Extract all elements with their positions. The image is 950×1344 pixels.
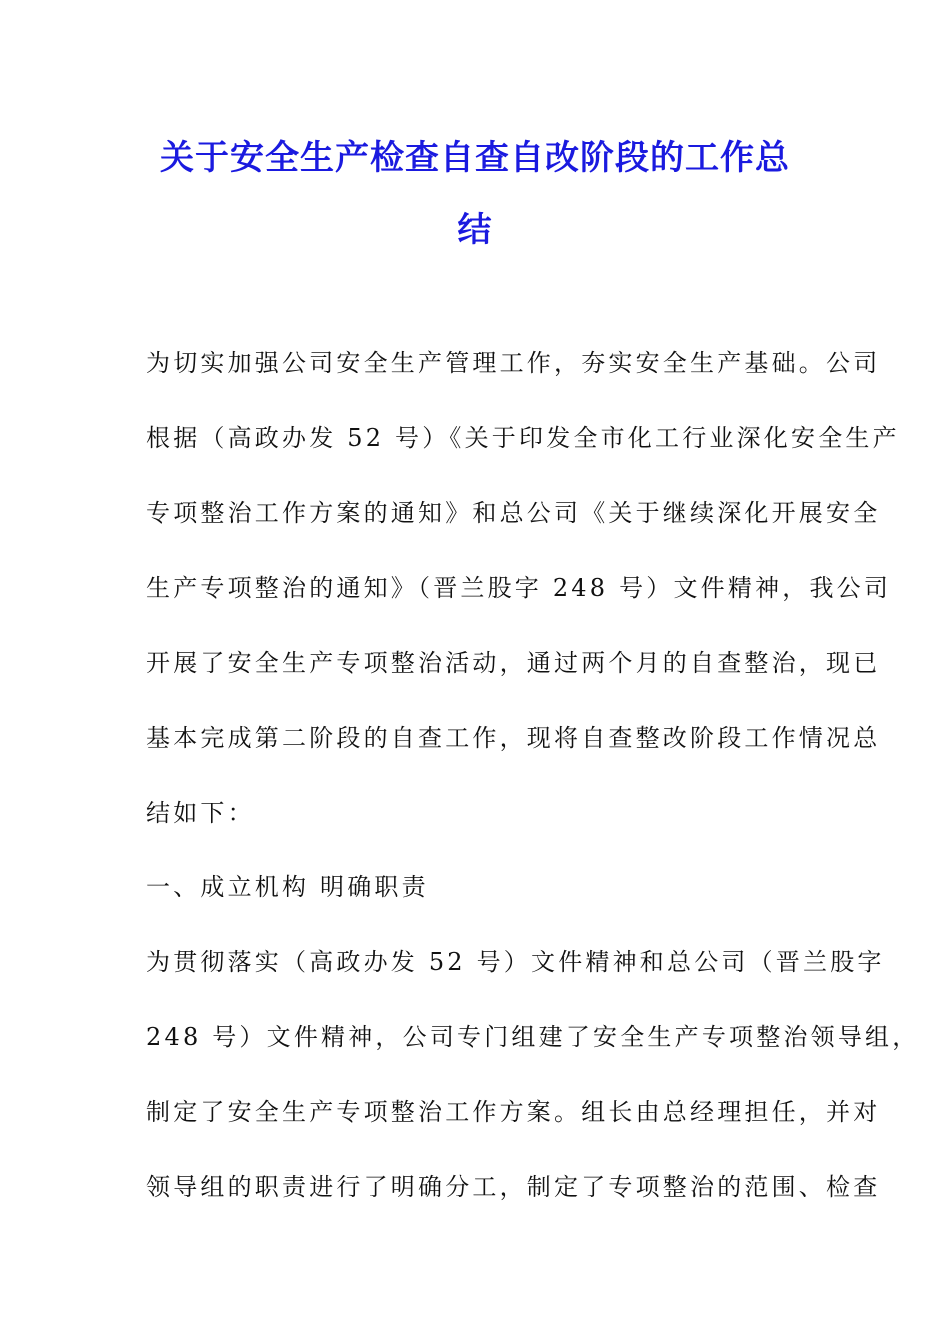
document-title-line-2: 结	[457, 210, 493, 250]
section-heading: 一、成立机构 明确职责	[146, 873, 429, 901]
body-line-4: 生产专项整治的通知》（晋兰股字 248 号）文件精神，我公司	[146, 574, 892, 602]
body-line-2: 根据（高政办发 52 号）《关于印发全市化工行业深化安全生产	[146, 424, 900, 452]
document-title-line-1: 关于安全生产检查自查自改阶段的工作总	[160, 138, 790, 178]
body-line-5: 开展了安全生产专项整治活动，通过两个月的自查整治，现已	[146, 649, 881, 677]
body-line-6: 基本完成第二阶段的自查工作，现将自查整改阶段工作情况总	[146, 724, 881, 752]
body-line-3: 专项整治工作方案的通知》和总公司《关于继续深化开展安全	[146, 499, 881, 527]
body-line-1: 为切实加强公司安全生产管理工作，夯实安全生产基础。公司	[146, 349, 881, 377]
body-line-9: 为贯彻落实（高政办发 52 号）文件精神和总公司（晋兰股字	[146, 948, 885, 976]
body-line-11: 制定了安全生产专项整治工作方案。组长由总经理担任，并对	[146, 1098, 881, 1126]
body-line-10: 248 号）文件精神，公司专门组建了安全生产专项整治领导组，	[146, 1023, 920, 1051]
body-line-7: 结如下：	[146, 799, 255, 827]
body-line-12: 领导组的职责进行了明确分工，制定了专项整治的范围、检查	[146, 1173, 881, 1201]
